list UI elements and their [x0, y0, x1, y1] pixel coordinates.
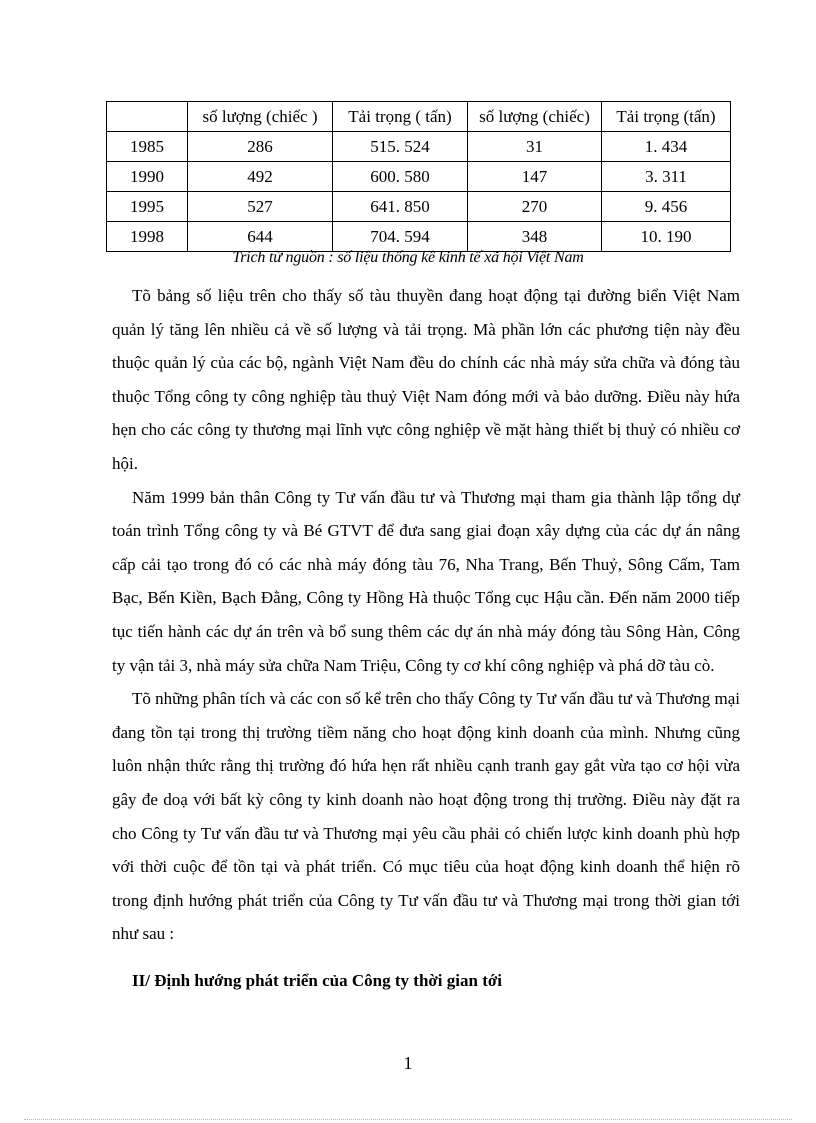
- table-cell: 9. 456: [602, 192, 731, 222]
- statistics-table: [106, 101, 731, 252]
- paragraph: Tõ những phân tích và các con số kể trên cho thấy Công ty Tư vấn đầu tư và Thương mại đang tồn tại trong thị trường tiềm năng cho hoạt động kinh doanh của mình. Nhưng cũng luôn nhận thức rằng thị trường đó hứa hẹn rất nhiều cạnh tranh gay gắt vừa tạo cơ hội vừa gây đe doạ với bất kỳ công ty kinh doanh nào hoạt động trong thị trường. Điều này đặt ra cho Công ty Tư vấn đầu tư và Thương mại yêu cầu phải có chiến lược kinh doanh phù hợp với thời cuộc để tồn tại và phát triển. Có mục tiêu của hoạt động kinh doanh thể hiện rõ trong định hướng phát triển của Công ty Tư vấn đầu tư và Thương mại trong thời gian tới như sau :: [112, 689, 740, 944]
- table-cell: 644: [188, 222, 333, 252]
- table-cell: 515. 524: [333, 132, 468, 162]
- table-cell: 704. 594: [333, 222, 468, 252]
- header-count-1: số lượng (chiếc ): [188, 102, 333, 132]
- table-cell: 31: [468, 132, 602, 162]
- header-tonnage-2: Tải trọng (tấn): [602, 102, 731, 132]
- table-header-row: [107, 102, 731, 132]
- table-cell: 147: [468, 162, 602, 192]
- table-cell: 641. 850: [333, 192, 468, 222]
- header-count-2: số lượng (chiếc): [468, 102, 602, 132]
- table-row: [107, 162, 731, 192]
- section-heading: II/ Định hướng phát triển của Công ty thời gian tới: [132, 971, 503, 990]
- table-cell: 348: [468, 222, 602, 252]
- table-cell: 286: [188, 132, 333, 162]
- paragraph: Năm 1999 bản thân Công ty Tư vấn đầu tư và Thương mại tham gia thành lập tổng dự toán trình Tổng công ty và Bé GTVT để đưa sang giai đoạn xây dựng của các dự án nâng cấp cải tạo trong đó có các nhà máy đóng tàu 76, Nha Trang, Bến Thuỷ, Sông Cấm, Tam Bạc, Bến Kiền, Bạch Đằng, Công ty Hồng Hà thuộc Tổng cục Hậu cần. Đến năm 2000 tiếp tục tiến hành các dự án trên và bổ sung thêm các dự án nhà máy đóng tàu Sông Hàn, Công ty vận tải 3, nhà máy sửa chữa Nam Triệu, Công ty cơ khí công nghiệp và phá dỡ tàu cò.: [112, 487, 740, 675]
- header-year: [107, 102, 188, 132]
- header-tonnage-1: Tải trọng ( tấn): [333, 102, 468, 132]
- table-row: [107, 192, 731, 222]
- table-cell: 1998: [107, 222, 188, 252]
- table-cell: 270: [468, 192, 602, 222]
- table-source-caption: Trích từ nguồn : số liệu thống kê kinh tế xã hội Việt Nam: [232, 249, 584, 266]
- table-cell: 527: [188, 192, 333, 222]
- table-cell: 1985: [107, 132, 188, 162]
- table-row: [107, 222, 731, 252]
- table-cell: 492: [188, 162, 333, 192]
- table-cell: 3. 311: [602, 162, 731, 192]
- table-cell: 1. 434: [602, 132, 731, 162]
- table-cell: 1995: [107, 192, 188, 222]
- table-cell: 1990: [107, 162, 188, 192]
- table-cell: 10. 190: [602, 222, 731, 252]
- table-row: [107, 132, 731, 162]
- page-number: 1: [403, 1053, 413, 1073]
- body-text: [112, 279, 740, 951]
- paragraph: Tõ bảng số liệu trên cho thấy số tàu thuyền đang hoạt động tại đường biển Việt Nam quản lý tăng lên nhiều cả về số lượng và tải trọng. Mà phần lớn các phương tiện này đều thuộc quản lý của các bộ, ngành Việt Nam đều do chính các nhà máy sửa chữa và đóng tàu thuộc Tổng công ty công nghiệp tàu thuỷ Việt Nam đóng mới và bảo dưỡng. Điều này hứa hẹn cho các công ty thương mại lĩnh vực công nghiệp về mặt hàng thiết bị thuỷ có nhiều cơ hội.: [112, 286, 740, 473]
- table-cell: 600. 580: [333, 162, 468, 192]
- footer-divider: [24, 1119, 792, 1120]
